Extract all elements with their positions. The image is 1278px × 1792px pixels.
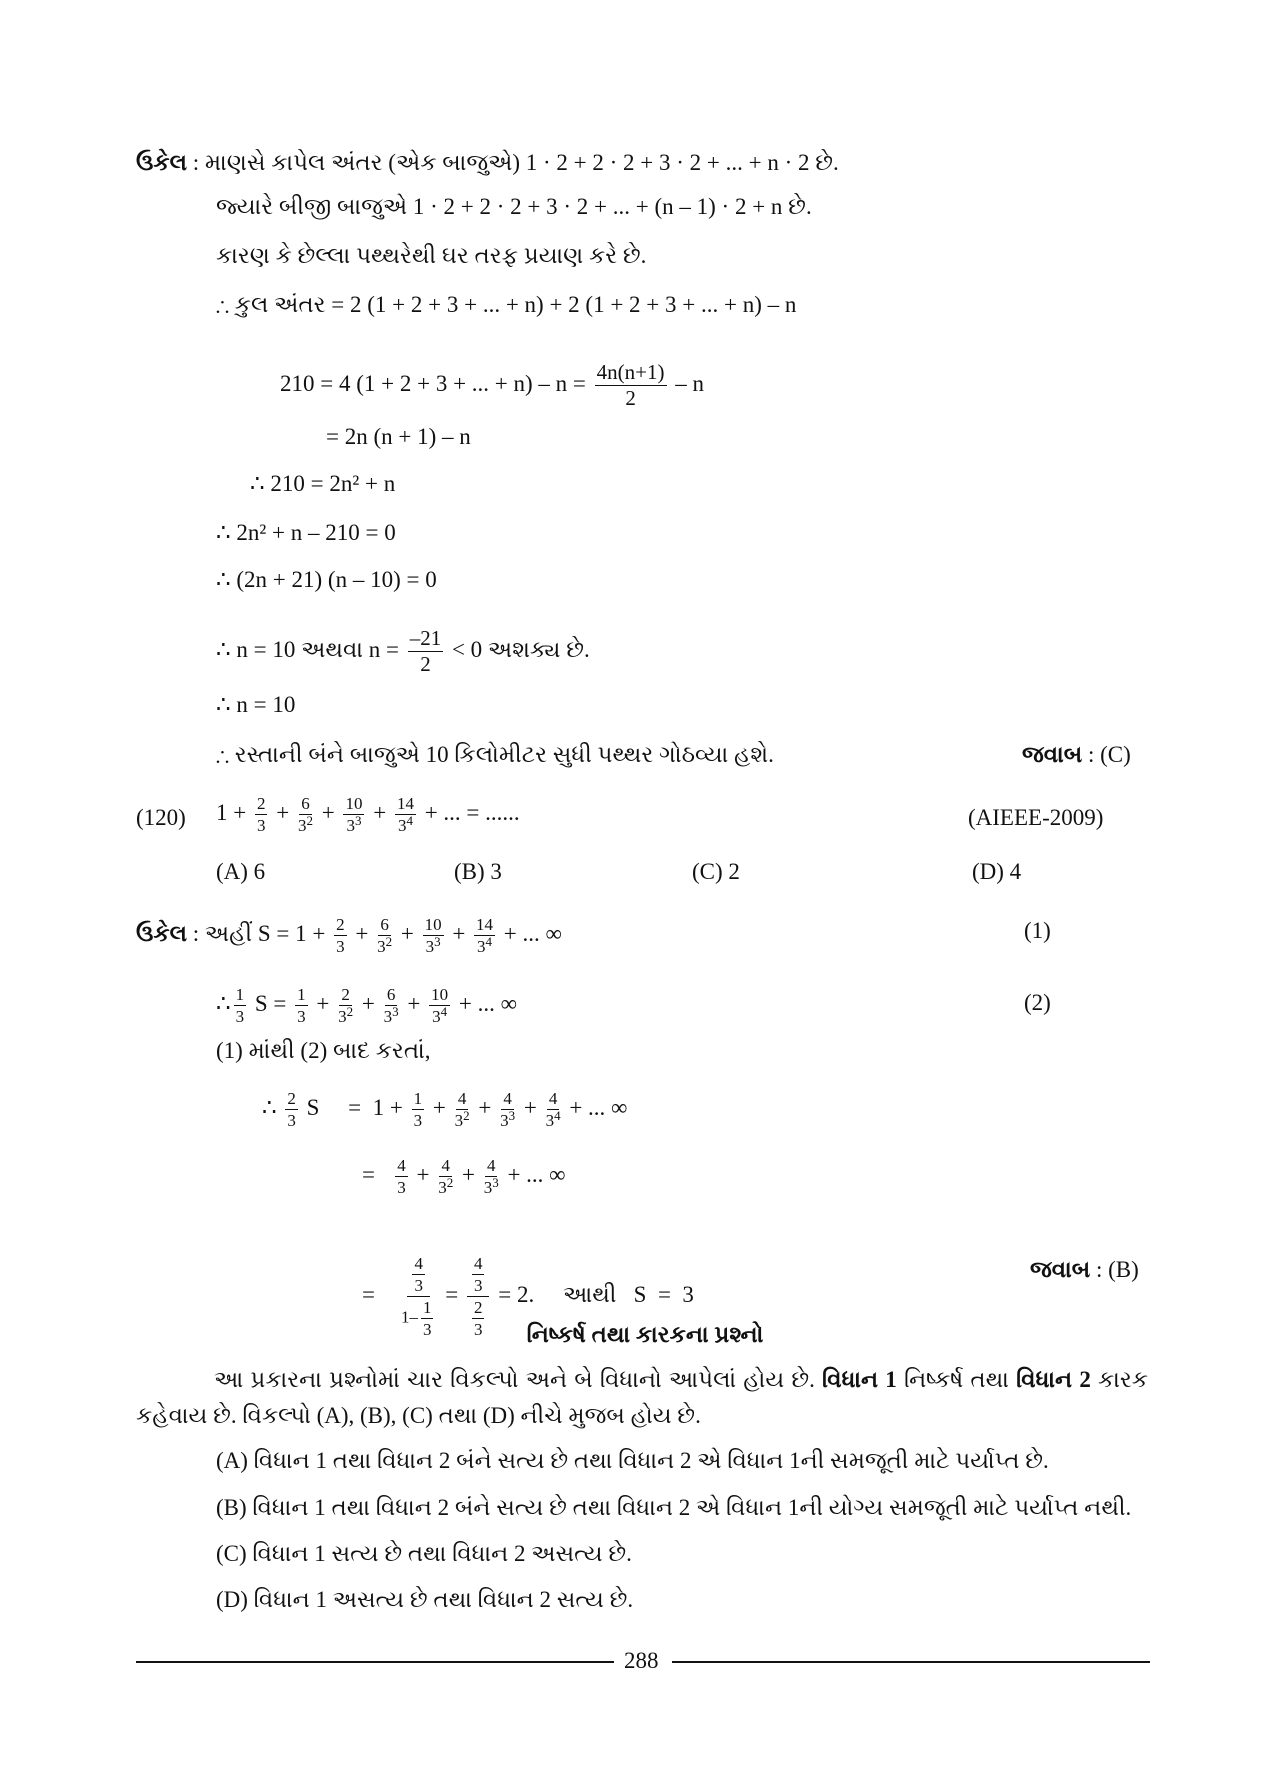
solution-2-line-3: (1) માંથી (2) બાદ કરતાં,	[216, 1038, 431, 1063]
solution-text: : માણસે કાપેલ અંતર (એક બાજુએ) 1 · 2 + 2 · 2 + 3 · 2 + ... + n · 2 છે.	[192, 150, 839, 175]
answer-1	[1022, 740, 1131, 770]
answer-label: જવાબ	[1022, 742, 1083, 767]
option-a: (A) 6	[216, 859, 266, 884]
fraction: $\frac{2}{3}$	[256, 794, 266, 835]
eq-text: – n	[675, 370, 704, 396]
statement-option-c: (C) વિધાન 1 સત્ય છે તથા વિધાન 2 અસત્ય છે.	[216, 1541, 632, 1566]
equation-number-2: (2)	[1024, 990, 1051, 1015]
solution-label: ઉકેલ	[136, 150, 188, 175]
solution-1-eq-2n: = 2n (n + 1) – n	[326, 424, 471, 449]
fraction: $\frac{4}{3^4}$	[545, 1089, 561, 1130]
question-expression: 1 + $\frac{2}{3}$ + $\frac{6}{3^2}$ + $\frac{10}{3^3}$ + $\frac{14}{3^4}$ + ... = ......	[216, 794, 520, 835]
fraction	[595, 362, 667, 409]
fraction: $\frac{10}{3^3}$	[345, 794, 363, 835]
option-d: (D) 4	[972, 859, 1022, 884]
statement-option-b: (B) વિધાન 1 તથા વિધાન 2 બંને સત્ય છે તથા વિધાન 2 એ વિધાન 1ની યોગ્ય સમજૂતી માટે પર્યાપ્ત નથી.	[216, 1495, 1132, 1520]
fraction: $\frac{4}{3}$	[397, 1156, 406, 1197]
fraction: $\frac{6}{3^2}$	[297, 794, 313, 835]
solution-2-line-4: ∴ $\frac{2}{3}$ S = 1 + $\frac{1}{3}$ + $\frac{4}{3^2}$ + $\frac{4}{3^3}$ + $\frac{4}{3^4}$ + ... ∞	[262, 1089, 628, 1130]
numerator: –21	[409, 626, 442, 650]
answer-value: : (C)	[1087, 742, 1131, 767]
intro-text: નિષ્કર્ષ તથા	[903, 1367, 1009, 1392]
denominator: 2	[420, 652, 431, 676]
compound-fraction: $\frac{4}{3}$ 1– $\frac{1}{3}$	[400, 1254, 432, 1339]
eq-text: < 0 અશક્ય છે.	[451, 636, 590, 662]
solution-1-eq-quadratic: ∴ 210 = 2n² + n	[250, 471, 396, 496]
fraction: $\frac{2}{3^2}$	[338, 985, 354, 1026]
fraction: $\frac{4}{3^2}$	[438, 1156, 454, 1197]
fraction: $\frac{10}{3^4}$	[431, 985, 449, 1026]
fraction: $\frac{4}{3^3}$	[483, 1156, 499, 1197]
intro-text: કારક કહેવાય છે. વિકલ્પો (A), (B), (C) તથા (D) નીચે મુજબ હોય છે.	[136, 1367, 1148, 1428]
intro-text: આ પ્રકારના પ્રશ્નોમાં ચાર વિકલ્પો અને બે વિધાનો આપેલાં હોય છે.	[214, 1367, 815, 1392]
numerator: 4n(n+1)	[596, 360, 665, 384]
solution-1-eq-factored: ∴ (2n + 21) (n – 10) = 0	[216, 567, 437, 592]
page-number: 288	[624, 1648, 659, 1673]
fraction: $\frac{2}{3}$	[336, 915, 345, 956]
solution-label: ઉકેલ	[136, 920, 188, 946]
statement-option-d: (D) વિધાન 1 અસત્ય છે તથા વિધાન 2 સત્ય છે.	[216, 1587, 634, 1612]
fraction: $\frac{2}{3}$	[287, 1089, 296, 1130]
solution-1-eq-210	[280, 362, 704, 409]
solution-1-roots	[216, 628, 590, 675]
solution-1-line-2: જ્યારે બીજી બાજુએ 1 · 2 + 2 · 2 + 3 · 2 + ... + (n – 1) · 2 + n છે.	[216, 194, 812, 219]
fraction: $\frac{1}{3}$	[297, 985, 306, 1026]
solution-1-conclusion: ∴ રસ્તાની બંને બાજુએ 10 કિલોમીટર સુધી પથ્થર ગોઠવ્યા હશે.	[216, 742, 774, 767]
question-source: (AIEEE-2009)	[968, 805, 1104, 830]
footer-rule-right	[672, 1661, 1150, 1663]
fraction: $\frac{14}{3^4}$	[476, 915, 494, 956]
compound-fraction: $\frac{\frac{4}{3}}{\frac{2}{3}}$	[467, 1255, 490, 1338]
solution-2-line-1: ઉકેલ : અહીં S = 1 + $\frac{2}{3}$ + $\frac{6}{3^2}$ + $\frac{10}{3^3}$ + $\frac{14}{3^4}$ + ... ∞	[136, 915, 562, 956]
solution-1-line-3: કારણ કે છેલ્લા પથ્થરેથી ઘર તરફ પ્રયાણ કરે છે.	[216, 243, 647, 268]
section-heading: નિષ્કર્ષ તથા કારકના પ્રશ્નો	[526, 1322, 764, 1347]
answer-2	[1030, 1255, 1139, 1285]
eq-text: : અહીં S = 1 +	[192, 920, 326, 946]
intro-bold: વિધાન 2	[1016, 1367, 1091, 1392]
answer-label: જવાબ	[1030, 1257, 1091, 1282]
eq-text: 210 = 4 (1 + 2 + 3 + ... + n) – n =	[280, 370, 586, 396]
solution-1-total-distance: ∴ કુલ અંતર = 2 (1 + 2 + 3 + ... + n) + 2 (1 + 2 + 3 + ... + n) – n	[216, 292, 797, 317]
fraction	[408, 628, 444, 675]
answer-value: : (B)	[1095, 1257, 1139, 1282]
fraction: $\frac{6}{3^3}$	[383, 985, 399, 1026]
denominator: 2	[625, 386, 636, 410]
fraction: $\frac{14}{3^4}$	[396, 794, 414, 835]
intro-bold: વિધાન 1	[822, 1367, 897, 1392]
solution-2-line-2: ∴ $\frac{1}{3}$ S = $\frac{1}{3}$ + $\frac{2}{3^2}$ + $\frac{6}{3^3}$ + $\frac{10}{3^4}$ + ... ∞	[216, 985, 517, 1026]
fraction: $\frac{1}{3}$	[413, 1089, 423, 1130]
fraction: $\frac{4}{3^2}$	[454, 1089, 470, 1130]
section-intro	[136, 1362, 1148, 1434]
solution-2-line-6: = $\frac{4}{3}$ 1– $\frac{1}{3}$ = $\frac{\frac{4}{3}}{\frac{2}{3}}$ = 2. આથી S = 3	[362, 1254, 694, 1339]
solution-1-line-1	[136, 148, 839, 178]
fraction: $\frac{4}{3^3}$	[500, 1089, 516, 1130]
statement-option-a: (A) વિધાન 1 તથા વિધાન 2 બંને સત્ય છે તથા વિધાન 2 એ વિધાન 1ની સમજૂતી માટે પર્યાપ્ત છે.	[216, 1448, 1049, 1473]
fraction: $\frac{6}{3^2}$	[377, 915, 393, 956]
fraction: $\frac{10}{3^3}$	[424, 915, 442, 956]
eq-text: ∴ n = 10 અથવા n =	[216, 636, 399, 662]
fraction: $\frac{1}{3}$	[235, 985, 245, 1026]
solution-2-line-5: = $\frac{4}{3}$ + $\frac{4}{3^2}$ + $\frac{4}{3^3}$ + ... ∞	[362, 1156, 566, 1197]
question-number: (120)	[136, 805, 186, 830]
solution-1-n-10: ∴ n = 10	[216, 692, 296, 717]
footer-rule-left	[136, 1661, 614, 1663]
option-c: (C) 2	[692, 859, 740, 884]
equation-number-1: (1)	[1024, 918, 1051, 943]
solution-1-eq-zero: ∴ 2n² + n – 210 = 0	[216, 520, 396, 545]
option-b: (B) 3	[454, 859, 502, 884]
